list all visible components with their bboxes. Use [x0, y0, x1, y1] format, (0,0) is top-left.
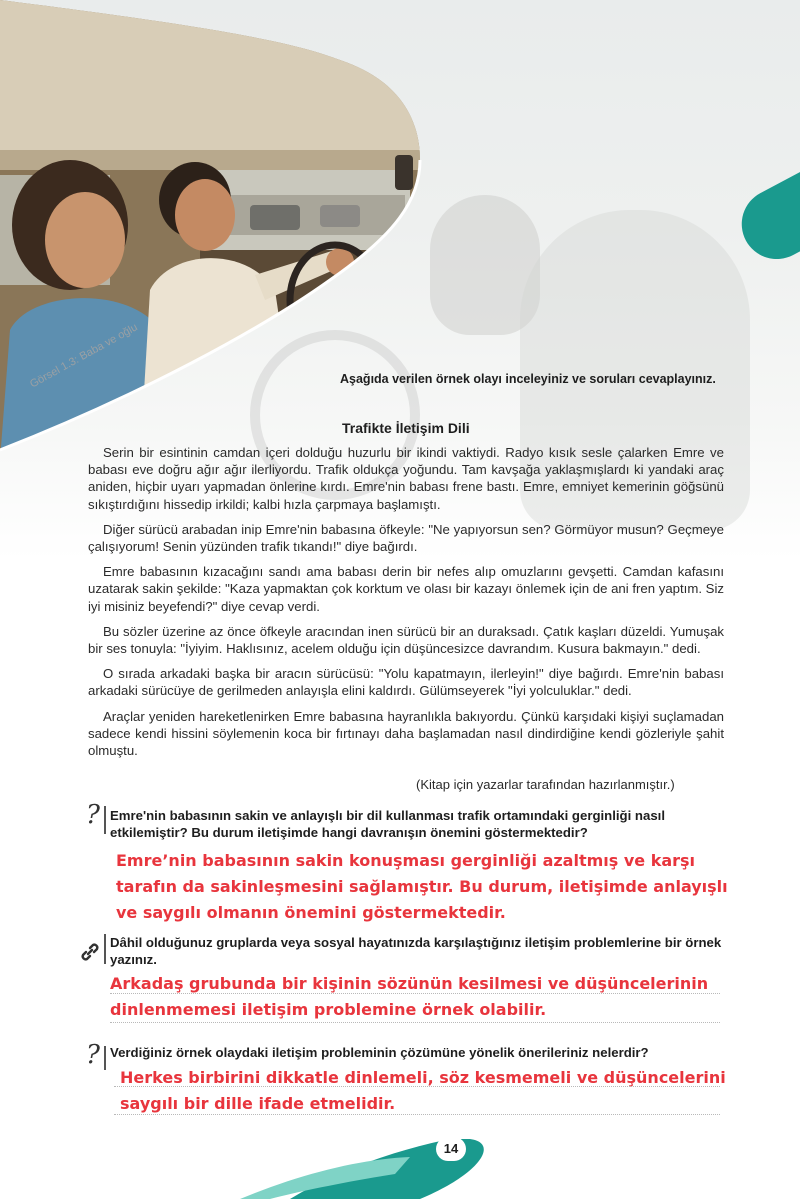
- photo-caption: Görsel 1.3: Baba ve oğlu: [28, 321, 140, 391]
- answer-line-text: tarafın da sakinleşmesini sağlamıştır. Bu durum, iletişimde anlayışlı: [116, 877, 728, 896]
- answer-line-text: ve saygılı olmanın önemini göstermektedir.: [116, 903, 506, 922]
- instruction-text: Aşağıda verilen örnek olayı inceleyiniz ve soruları cevaplayınız.: [340, 372, 716, 386]
- question-2-text: Dâhil olduğunuz gruplarda veya sosyal hayatınızda karşılaştığınız iletişim problemlerine bir örnek yazınız.: [110, 935, 722, 967]
- answer-writing-line: [114, 1114, 720, 1115]
- question-mark-icon: ?: [86, 800, 100, 830]
- answer-2[interactable]: [110, 971, 708, 1023]
- father-son-car-photo: [0, 0, 440, 460]
- link-icon: [78, 940, 102, 964]
- story-paragraph: Diğer sürücü arabadan inip Emre'nin babasına öfkeyle: "Ne yapıyorsun sen? Görmüyor musun? Geçmeye çalışıyorum! Senin yüzünden trafik tıkandı!" diye bağırdı.: [88, 521, 724, 555]
- story-paragraph: Bu sözler üzerine az önce öfkeyle aracından inen sürücü bir an duraksadı. Çatık kaşları düzeldi. Yumuşak bir ses tonuyla: "İyiyim. Haklısınız, acelem olduğu için düşüncesizce davrandım. Kusura bakmayın." dedi.: [88, 623, 724, 657]
- story-paragraph: Araçlar yeniden hareketlenirken Emre babasına hayranlıkla bakıyordu. Çünkü karşıdaki kişiyi suçlamadan sadece kendi hissini söylemenin koca bir fırtınayı daha başlamadan nasıl dindirdiğine kendi gözleriyle şahit olmuştu.: [88, 708, 724, 759]
- story-title: Trafikte İletişim Dili: [342, 420, 470, 436]
- question-1-text: Emre'nin babasının sakin ve anlayışlı bir dil kullanması trafik ortamındaki gerginliği nasıl etkilemiştir? Bu durum iletişimde hangi davranışın önemini göstermektedir?: [110, 808, 665, 840]
- story-body: [88, 444, 724, 767]
- question-divider: [104, 934, 106, 964]
- answer-writing-line: [110, 1022, 720, 1023]
- answer-line-text: Emre’nin babasının sakin konuşması gerginliği azaltmış ve karşı: [116, 851, 696, 870]
- answer-line-text: Herkes birbirini dikkatle dinlemeli, söz kesmemeli ve düşüncelerini: [120, 1068, 726, 1087]
- answer-line-text: saygılı bir dille ifade etmelidir.: [120, 1094, 396, 1113]
- page-number: 14: [436, 1137, 466, 1161]
- question-mark-icon: ?: [86, 1040, 100, 1070]
- story-source: (Kitap için yazarlar tarafından hazırlanmıştır.): [416, 777, 675, 792]
- story-paragraph: Serin bir esintinin camdan içeri dolduğu huzurlu bir ikindi vaktiydi. Radyo kısık sesle çalarken Emre ve babası eve doğru ağır ağır ilerliyordu. Trafik oldukça yoğundu. Tam kavşağa yaklaşmışlardı ki yandaki araç aniden, hiçbir uyarı yapmadan önlerine kırdı. Emre'nin babası frene bastı. Emre, emniyet kemerinin göğsünü sıkıştırdığını hissedip irkildi; kalbi hızla çarpmaya başlamıştı.: [88, 445, 724, 512]
- question-3-text: Verdiğiniz örnek olaydaki iletişim probleminin çözümüne yönelik önerileriniz nelerdir?: [110, 1045, 649, 1060]
- story-paragraph: Emre babasının kızacağını sandı ama babası derin bir nefes alıp omuzlarını gevşetti. Camdan kafasını uzatarak sakin şekilde: "Kaza yapmaktan çok korktum ve olası bir kazayı önlemek için de ani fren yaptım. Siz iyi misiniz beyefendi?" diye cevap verdi.: [88, 564, 724, 614]
- answer-writing-line: [114, 1086, 720, 1087]
- answer-3[interactable]: [120, 1065, 726, 1117]
- footer-swoosh: [0, 1119, 800, 1199]
- story-paragraph: O sırada arkadaki başka bir aracın sürücüsü: "Yolu kapatmayın, ilerleyin!" diye bağırdı. Emre'nin babası arkadaki sürücüye de gerilmeden anlayışla elini kaldırdı. Gülümseyerek "İyi yolculuklar." dedi.: [88, 666, 724, 699]
- answer-line-text: dinlenmemesi iletişim problemine örnek olabilir.: [110, 1000, 547, 1019]
- answer-writing-line: [110, 993, 720, 994]
- answer-line-text: Arkadaş grubunda bir kişinin sözünün kesilmesi ve düşüncelerinin: [110, 974, 709, 993]
- answer-1[interactable]: [116, 848, 728, 926]
- question-divider: [104, 1046, 106, 1070]
- question-divider: [104, 806, 106, 834]
